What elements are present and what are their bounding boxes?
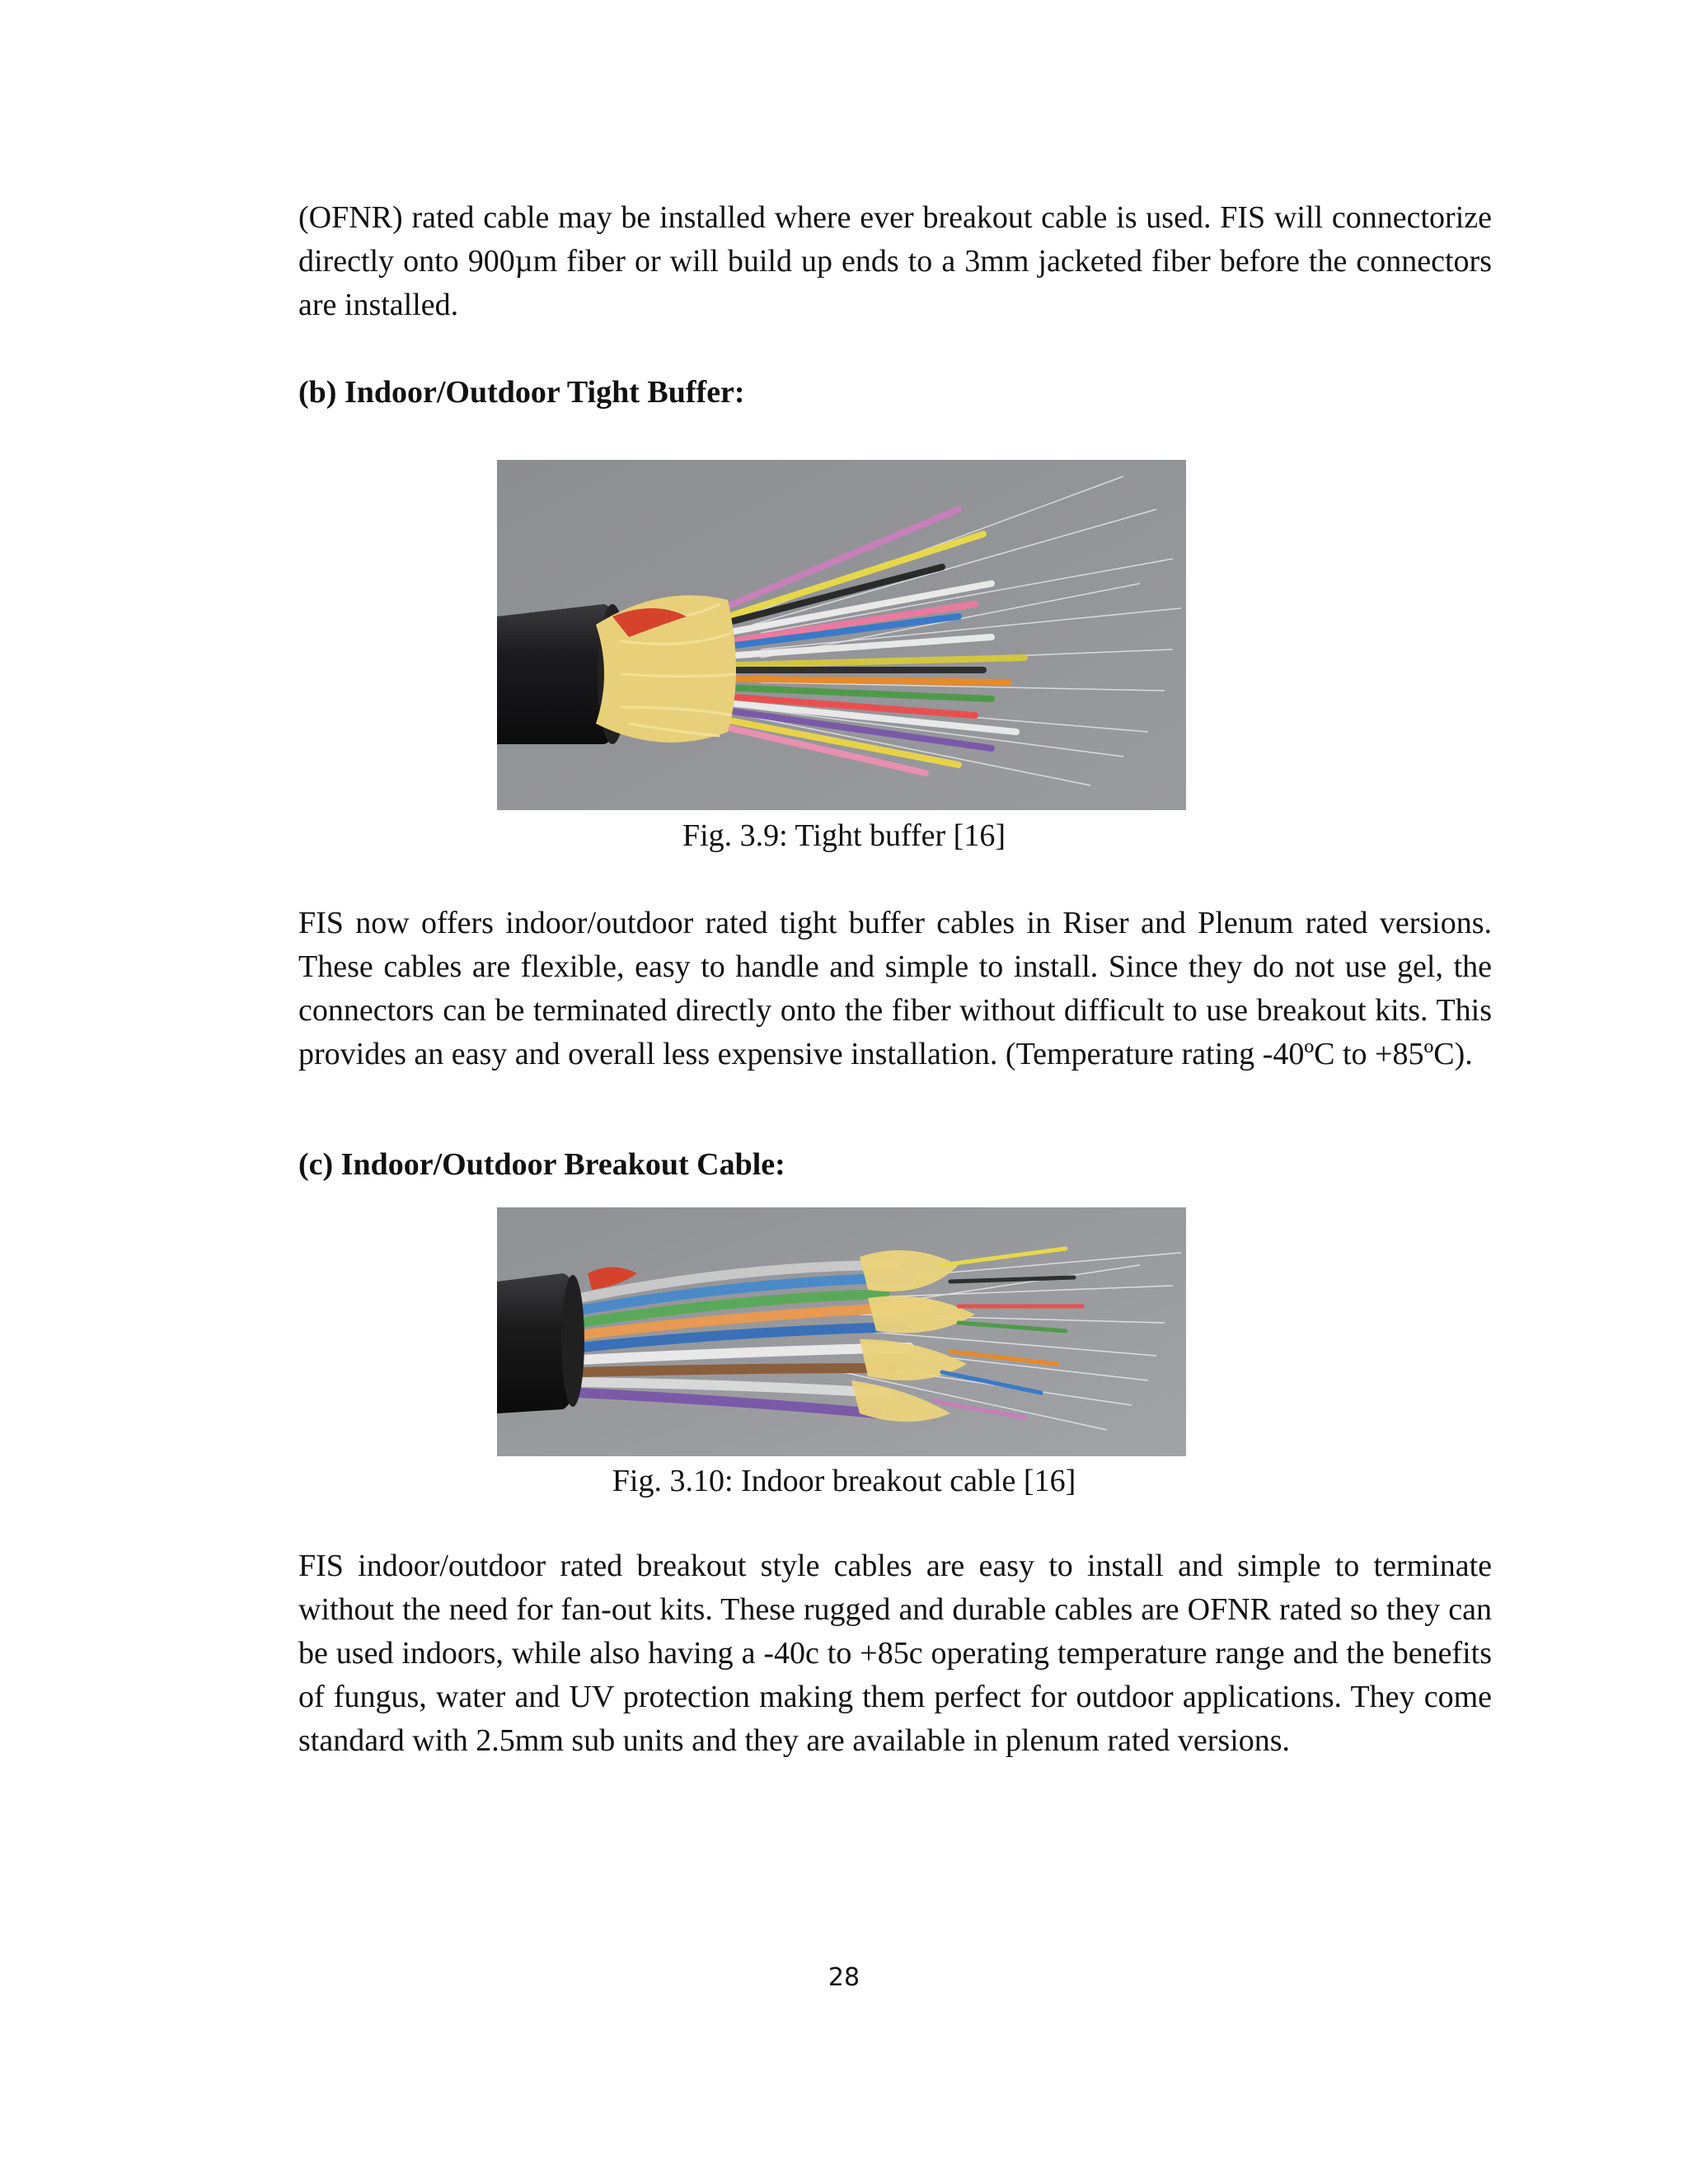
- breakout-cable-photo: [497, 1207, 1186, 1456]
- figure-caption-tight-buffer: Fig. 3.9: Tight buffer [16]: [682, 818, 1006, 853]
- paragraph-breakout-cable: FIS indoor/outdoor rated breakout style cables are easy to install and simple to terminate without the need for fan-out kits. These rugged and durable cables are OFNR rated so they can be used indoors, while also having a -40c to +85c operating temperature range and the benefits of fungus, water and UV protection making them perfect for outdoor applications. They come standard with 2.5mm sub units and they are available in plenum rated versions.: [298, 1549, 1492, 1758]
- tight-buffer-cable-photo: [497, 460, 1186, 810]
- heading-breakout-cable: (c) Indoor/Outdoor Breakout Cable:: [298, 1147, 785, 1182]
- figure-caption-breakout-cable: Fig. 3.10: Indoor breakout cable [16]: [612, 1464, 1076, 1498]
- paragraph-tight-buffer: FIS now offers indoor/outdoor rated tight buffer cables in Riser and Plenum rated versions. These cables are flexible, easy to handle and simple to install. Since they do not use gel, the connectors can be terminated directly onto the fiber without difficult to use breakout kits. This provides an easy and overall less expensive installation. (Temperature rating -40ºC to +85ºC).: [298, 906, 1492, 1071]
- paragraph-ofnr-intro: (OFNR) rated cable may be installed where ever breakout cable is used. FIS will connectorize directly onto 900µm fiber or will build up ends to a 3mm jacketed fiber before the connectors are installed.: [298, 200, 1492, 322]
- page-number: 28: [828, 1963, 860, 1992]
- heading-tight-buffer: (b) Indoor/Outdoor Tight Buffer:: [298, 375, 745, 410]
